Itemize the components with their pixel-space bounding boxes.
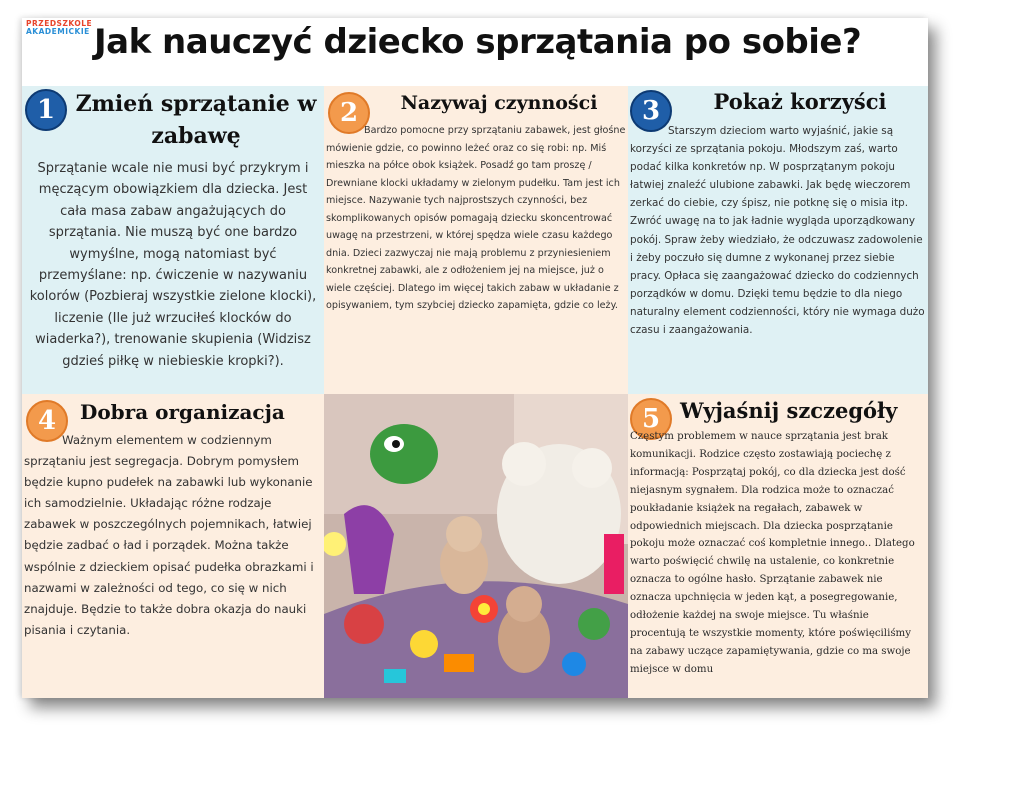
number-5-badge: 5 bbox=[630, 398, 672, 440]
section-1-panel bbox=[22, 86, 324, 394]
section-3-panel bbox=[628, 86, 928, 394]
section-1-heading: Zmień sprzątanie w zabawę bbox=[75, 91, 317, 149]
infographic-poster bbox=[22, 18, 928, 698]
number-3-badge: 3 bbox=[630, 90, 672, 132]
messy-toys-image bbox=[324, 394, 628, 698]
section-4-text: Ważnym elementem w codziennym sprzątaniu jest segregacja. Dobrym pomysłem będzie kupno pudełek na zabawki lub wykonanie ich samodzielnie. Układając różne rodzaje zabawek w poszczególnych pojemnikach, łatwiej będzie zadbać o ład i porządek. Można także wspólnie z dzieckiem opisać pudełka obrazkami i nazwami w zależności od tego, co się w nich znajduje. Będzie to także dobra okazja do nauki pisania i czytania. bbox=[24, 433, 314, 637]
section-5-heading: Wyjaśnij szczegóły bbox=[680, 398, 898, 423]
section-3-text: Starszym dzieciom warto wyjaśnić, jakie są korzyści ze sprzątania pokoju. Młodszym zaś, warto podać kilka konkretów np. W posprzątanym pokoju łatwiej znaleźć ulubione zabawki. Jak będę wieczorem zerkać do ciebie, czy śpisz, nie potknę się o misia itp. Zwróć uwagę na to jak ładnie wygląda uporządkowany pokój. Spraw żeby wiedziało, że odczuwasz zadowolenie i żeby poczuło się dumne z wykonanej przez siebie pracy. Opłaca się zaangażować dziecko do codziennych porządków w domu. Dzięki temu będzie to dla niego naturalny element codzienności, który nie wymaga dużo czasu i zaangażowania. bbox=[630, 125, 925, 337]
section-4-panel bbox=[22, 394, 324, 698]
number-4-badge: 4 bbox=[26, 400, 68, 442]
toys-photo bbox=[324, 394, 628, 698]
section-5-text: Częstym problemem w nauce sprzątania jest brak komunikacji. Rodzice często zostawiają pociechę z informacją: Posprzątaj pokój, co dla dziecka jest dość niejasnym sygnałem. Dla rodzica może to oznaczać poukładanie książek na regałach, zabawek w odpowiednich miejscach. Dla dziecka posprzątanie pokoju może oznaczać coś kompletnie innego.. Dlatego warto poświęcić chwilę na ustalenie, co konkretnie oznacza to ogólne hasło. Sprzątanie zabawek nie oznacza upchnięcia w jeden kąt, a posegregowanie, odłożenie każdej na swoje miejsce. Tu właśnie procentują te wszystkie momenty, które poświęciliśmy na zabawy uczące zapamiętywania, gdzie co ma swoje miejsce w domu bbox=[630, 431, 915, 675]
section-2-heading: Nazywaj czynności bbox=[400, 92, 598, 114]
section-1-text: Sprzątanie wcale nie musi być przykrym i męczącym obowiązkiem dla dziecka. Jest cała masa zabaw angażujących do sprzątania. Nie muszą być one bardzo wymyślne, mogą natomiast być przemyślane: np. ćwiczenie w nazywaniu kolorów (Pozbieraj wszystkie zielone klocki), liczenie (Ile już wrzuciłeś klocków do wiaderka?), trenowanie skupienia (Widzisz gdzieś piłkę w niebieskie kropki?). bbox=[29, 161, 317, 369]
number-2-badge: 2 bbox=[328, 92, 370, 134]
section-5-panel bbox=[628, 394, 928, 698]
section-4-heading: Dobra organizacja bbox=[80, 400, 285, 424]
page-title: Jak nauczyć dziecko sprzątania po sobie? bbox=[94, 22, 862, 62]
number-1-badge: 1 bbox=[25, 89, 67, 131]
preschool-logo: PRZEDSZKOLE AKADEMICKIE bbox=[26, 19, 93, 36]
section-2-text: Bardzo pomocne przy sprzątaniu zabawek, jest głośne mówienie gdzie, co powinno leżeć oraz co się robi: np. Miś mieszka na półce obok książek. Posadź go tam proszę / Drewniane klocki układamy w zielonym pudełku. Tam jest ich miejsce. Nazywanie tych najprostszych czynności, bez skomplikowanych opisów pomagają dziecku skoncentrować uwagę na przestrzeni, w której spędza wiele czasu każdego dnia. Dzieci zazwyczaj nie mają problemu z przyniesieniem konkretnej zabawki, ale z odłożeniem jej na miejsce, już o wiele częściej. Dlatego im więcej takich zabaw w układanie z opisywaniem, tym szybciej dziecko zapamięta, gdzie co leży. bbox=[326, 125, 626, 311]
section-2-panel bbox=[324, 86, 628, 394]
section-3-heading: Pokaż korzyści bbox=[713, 89, 887, 114]
